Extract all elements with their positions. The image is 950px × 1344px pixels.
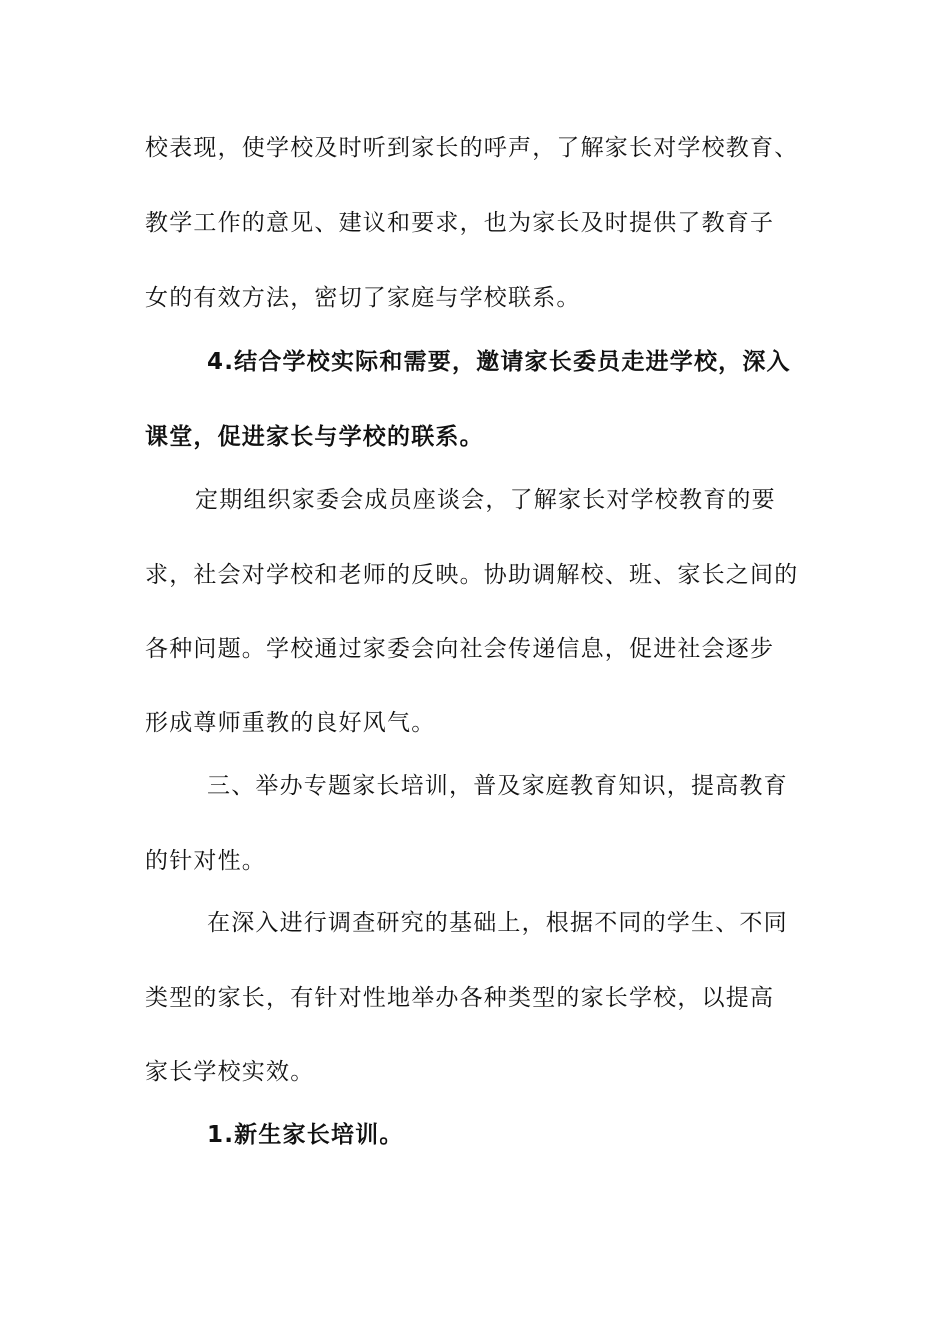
paragraph-line: 定期组织家委会成员座谈会，了解家长对学校教育的要 — [195, 487, 776, 513]
section-heading-line: 三、举办专题家长培训，普及家庭教育知识，提高教育 — [207, 773, 788, 799]
paragraph-line: 求，社会对学校和老师的反映。协助调解校、班、家长之间的 — [145, 562, 799, 588]
paragraph-line: 形成尊师重教的良好风气。 — [145, 710, 436, 736]
paragraph-line: 校表现，使学校及时听到家长的呼声，了解家长对学校教育、 — [145, 135, 799, 161]
paragraph-line: 教学工作的意见、建议和要求，也为家长及时提供了教育子 — [145, 210, 775, 236]
paragraph-line: 在深入进行调查研究的基础上，根据不同的学生、不同 — [207, 910, 788, 936]
section-heading-line: 课堂，促进家长与学校的联系。 — [145, 424, 484, 450]
paragraph-line: 类型的家长，有针对性地举办各种类型的家长学校，以提高 — [145, 985, 775, 1011]
section-heading-line: 的针对性。 — [145, 848, 266, 874]
paragraph-line: 家长学校实效。 — [145, 1059, 315, 1085]
paragraph-line: 女的有效方法，密切了家庭与学校联系。 — [145, 285, 581, 311]
subsection-heading: 1.新生家长培训。 — [207, 1122, 404, 1148]
section-heading-line: 4.结合学校实际和需要，邀请家长委员走进学校，深入 — [207, 349, 791, 375]
paragraph-line: 各种问题。学校通过家委会向社会传递信息，促进社会逐步 — [145, 636, 775, 662]
